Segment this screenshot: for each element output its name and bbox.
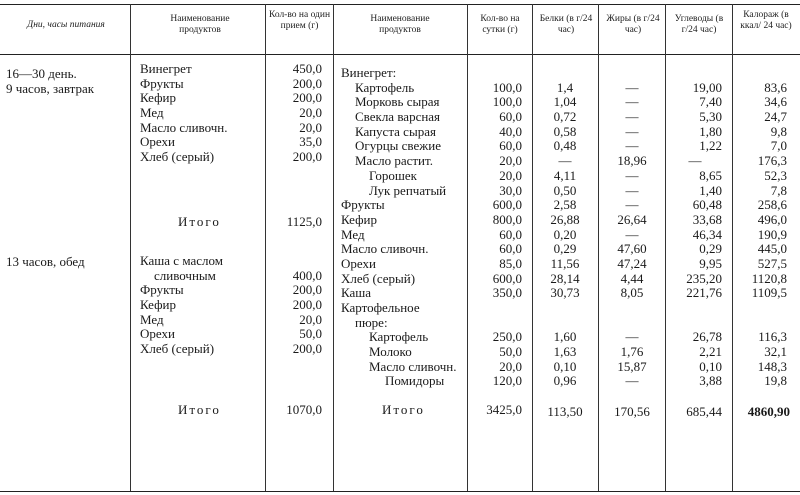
list-item: —	[688, 153, 702, 169]
list-item	[668, 301, 722, 316]
daily-total-fat: 170,56	[614, 404, 650, 419]
list-item: Каша	[341, 285, 372, 301]
list-item: 1109,5	[751, 285, 787, 301]
list-item: 60,0	[499, 109, 522, 125]
list-item: Кефир	[341, 211, 377, 227]
list-item: —	[625, 197, 639, 213]
list-item: 527,5	[757, 255, 787, 271]
list-item: 445,0	[757, 241, 787, 257]
column-divider	[598, 4, 599, 491]
list-item: 3,88	[699, 373, 722, 389]
list-item: Орехи	[341, 255, 376, 271]
list-item: 5,30	[699, 109, 722, 125]
list-item: 1,4	[556, 79, 574, 95]
daily-total-qty: 3425,0	[486, 402, 522, 417]
list-item: 26,88	[550, 211, 580, 227]
list-item: 46,34	[692, 226, 722, 242]
breakfast-total-qty: 1125,0	[286, 214, 322, 229]
list-item: 400,0	[292, 267, 322, 283]
list-item	[735, 66, 787, 81]
list-item: Огурцы свежие	[355, 138, 441, 154]
list-item: Горошек	[369, 167, 417, 183]
column-divider	[532, 4, 533, 491]
list-item: 100,0	[492, 79, 522, 95]
header-fat: Жиры (в г/24 час)	[606, 14, 660, 35]
list-item	[601, 301, 663, 316]
list-item: 1,40	[699, 182, 722, 198]
list-item	[268, 254, 322, 269]
list-item: Хлеб (серый)	[140, 149, 215, 165]
list-item	[535, 301, 595, 316]
list-item	[735, 301, 787, 316]
list-item: 1,22	[699, 138, 722, 154]
list-item: 0,20	[553, 226, 577, 242]
list-item: 0,96	[553, 373, 577, 389]
list-item: —	[625, 123, 639, 139]
list-item: 0,10	[553, 358, 577, 374]
list-item: 116,3	[758, 329, 787, 345]
list-item: Картофельное	[341, 300, 420, 315]
list-item: 1,63	[553, 344, 577, 360]
list-item	[470, 66, 522, 81]
header-qty-meal: Кол-во на один прием (г)	[268, 10, 331, 31]
lunch-total-label: Итого	[178, 402, 221, 417]
list-item: 4,44	[620, 270, 644, 286]
list-item: Свекла варсная	[355, 109, 441, 125]
column-divider	[467, 4, 468, 491]
list-item: Фрукты	[341, 197, 385, 213]
list-item: —	[625, 94, 639, 110]
header-bottom-rule	[0, 54, 800, 55]
list-item: —	[625, 138, 639, 154]
daily-carbs-list	[668, 66, 722, 389]
table-top-rule	[0, 4, 800, 5]
list-item: 0,10	[699, 358, 722, 374]
daily-total-protein: 113,50	[547, 404, 583, 419]
list-item	[668, 316, 722, 331]
list-item: 11,56	[550, 255, 580, 271]
list-item: 20,0	[499, 358, 522, 374]
list-item	[535, 66, 595, 81]
list-item: 20,0	[499, 153, 522, 169]
column-divider	[732, 4, 733, 491]
list-item: 47,60	[617, 241, 647, 257]
list-item: 9,95	[699, 255, 722, 271]
list-item: 83,6	[764, 79, 787, 95]
list-item: 1,60	[553, 329, 577, 345]
daily-total-carbs: 685,44	[686, 404, 722, 419]
list-item: 235,20	[686, 270, 722, 286]
list-item: Винегрет:	[341, 65, 397, 80]
list-item: 7,40	[699, 94, 722, 110]
breakfast-time	[6, 66, 94, 96]
list-item: —	[558, 153, 572, 169]
list-item: 1,76	[620, 344, 644, 360]
header-product-meal: Наименование продуктов	[170, 14, 230, 35]
list-item: 0,58	[553, 123, 577, 139]
column-divider	[130, 4, 131, 491]
daily-total-kcal: 4860,90	[747, 404, 790, 419]
list-item: 4,11	[553, 167, 577, 183]
list-item	[601, 316, 663, 331]
list-item: 200,0	[292, 297, 322, 313]
list-item: 250,0	[492, 329, 522, 345]
list-item: 28,14	[550, 270, 580, 286]
list-item: 7,8	[770, 182, 787, 198]
daily-total-label: Итого	[382, 402, 425, 417]
breakfast-time-line: 9 часов, завтрак	[6, 81, 95, 96]
list-item: Кефир	[140, 90, 176, 106]
list-item: 190,9	[757, 226, 787, 242]
list-item: пюре:	[355, 314, 388, 330]
list-item: 9,8	[770, 123, 787, 139]
list-item: Орехи	[140, 134, 175, 150]
list-item: 200,0	[292, 75, 322, 91]
header-product-day: Наименование продуктов	[370, 14, 430, 35]
list-item: 1,04	[553, 94, 577, 110]
list-item: 30,73	[550, 285, 580, 301]
list-item: сливочным	[154, 267, 216, 283]
list-item: Кефир	[140, 297, 176, 313]
list-item	[470, 301, 522, 316]
list-item: 8,05	[620, 285, 644, 301]
list-item: 1,80	[699, 123, 722, 139]
list-item: 600,0	[492, 270, 522, 286]
breakfast-qty-list	[268, 62, 322, 165]
list-item: 1120,8	[751, 270, 787, 286]
lunch-product-list	[140, 254, 265, 357]
list-item: 221,76	[686, 285, 722, 301]
list-item: 0,29	[699, 241, 722, 257]
list-item: 60,0	[499, 138, 522, 154]
list-item: Помидоры	[385, 373, 445, 389]
list-item: Масло сливочн.	[140, 119, 228, 135]
lunch-total-qty: 1070,0	[286, 402, 322, 417]
list-item: 7,0	[770, 138, 787, 154]
list-item: Фрукты	[140, 75, 184, 91]
list-item: 20,0	[299, 105, 322, 121]
list-item: Мед	[341, 226, 365, 242]
list-item: 24,7	[764, 109, 787, 125]
list-item: 350,0	[492, 285, 522, 301]
list-item: 35,0	[299, 134, 322, 150]
list-item: Картофель	[369, 329, 429, 345]
list-item: —	[625, 329, 639, 345]
list-item: Морковь сырая	[355, 94, 440, 110]
breakfast-total-label: Итого	[178, 214, 221, 229]
list-item: 33,68	[692, 211, 722, 227]
list-item: Хлеб (серый)	[341, 270, 416, 286]
list-item: 50,0	[299, 326, 322, 342]
list-item: 60,0	[499, 241, 522, 257]
list-item	[668, 66, 722, 81]
list-item: 496,0	[757, 211, 787, 227]
list-item: Масло растит.	[355, 153, 433, 169]
list-item: Молоко	[369, 344, 412, 360]
list-item: 50,0	[499, 344, 522, 360]
list-item: 200,0	[292, 282, 322, 298]
list-item: Капуста сырая	[355, 123, 436, 139]
header-calories: Калораж (в ккал/ 24 час)	[740, 10, 792, 31]
column-divider	[333, 4, 334, 491]
list-item: 176,3	[757, 153, 787, 169]
list-item	[470, 316, 522, 331]
header-qty-day: Кол-во на сутки (г)	[480, 14, 520, 35]
column-divider	[665, 4, 666, 491]
list-item: Мед	[140, 311, 164, 327]
list-item	[735, 316, 787, 331]
list-item: Масло сливочн.	[369, 358, 457, 374]
list-item: 148,3	[757, 358, 787, 374]
list-item: 40,0	[499, 123, 522, 139]
list-item: Хлеб (серый)	[140, 341, 215, 357]
list-item: —	[625, 167, 639, 183]
list-item: 258,6	[757, 197, 787, 213]
list-item: 47,24	[617, 255, 647, 271]
daily-fat-list	[601, 66, 663, 389]
list-item: 800,0	[492, 211, 522, 227]
list-item: 19,00	[692, 79, 722, 95]
table-bottom-rule	[0, 491, 800, 492]
header-protein: Белки (в г/24 час)	[539, 14, 593, 35]
list-item: Орехи	[140, 326, 175, 342]
list-item: Масло сливочн.	[341, 241, 429, 257]
list-item: —	[625, 79, 639, 95]
list-item	[535, 316, 595, 331]
list-item	[601, 66, 663, 81]
list-item: 19,8	[764, 373, 787, 389]
list-item: 2,58	[553, 197, 577, 213]
list-item: —	[625, 373, 639, 389]
list-item: 34,6	[764, 94, 787, 110]
list-item: 30,0	[499, 182, 522, 198]
daily-qty-list	[470, 66, 522, 389]
list-item: 15,87	[617, 358, 647, 374]
daily-kcal-list	[735, 66, 787, 389]
lunch-time: 13 часов, обед	[6, 254, 85, 269]
list-item: Фрукты	[140, 282, 184, 298]
list-item: 26,78	[692, 329, 722, 345]
breakfast-time-line: 16—30 день.	[6, 66, 77, 81]
list-item: 200,0	[292, 341, 322, 357]
list-item: 200,0	[292, 149, 322, 165]
list-item: Мед	[140, 105, 164, 121]
list-item: 200,0	[292, 90, 322, 106]
header-carbs: Углеводы (в г/24 час)	[674, 14, 724, 35]
column-divider	[265, 4, 266, 491]
daily-product-list	[341, 66, 467, 389]
list-item: 120,0	[492, 373, 522, 389]
header-days: Дни, часы питания	[27, 20, 105, 30]
list-item: —	[625, 109, 639, 125]
list-item: 18,96	[617, 153, 647, 169]
list-item: Винегрет	[140, 61, 192, 76]
list-item: Лук репчатый	[369, 182, 447, 198]
list-item: 20,0	[499, 167, 522, 183]
list-item: 100,0	[492, 94, 522, 110]
list-item: 8,65	[699, 167, 722, 183]
list-item: 60,0	[499, 226, 522, 242]
list-item: 20,0	[299, 311, 322, 327]
list-item: 52,3	[764, 167, 787, 183]
list-item: 450,0	[292, 61, 322, 76]
list-item: 0,29	[553, 241, 577, 257]
lunch-qty-list	[268, 254, 322, 357]
list-item: Картофель	[355, 79, 415, 95]
list-item: 20,0	[299, 119, 322, 135]
list-item: 60,48	[692, 197, 722, 213]
list-item: 32,1	[764, 344, 787, 360]
list-item: 0,72	[553, 109, 577, 125]
list-item: 0,50	[553, 182, 577, 198]
list-item: 26,64	[617, 211, 647, 227]
list-item: —	[625, 182, 639, 198]
list-item: 0,48	[553, 138, 577, 154]
list-item: 85,0	[499, 255, 522, 271]
list-item: 600,0	[492, 197, 522, 213]
list-item: Каша с маслом	[140, 253, 223, 268]
breakfast-product-list	[140, 62, 265, 165]
list-item: —	[625, 226, 639, 242]
list-item: 2,21	[699, 344, 722, 360]
daily-protein-list	[535, 66, 595, 389]
